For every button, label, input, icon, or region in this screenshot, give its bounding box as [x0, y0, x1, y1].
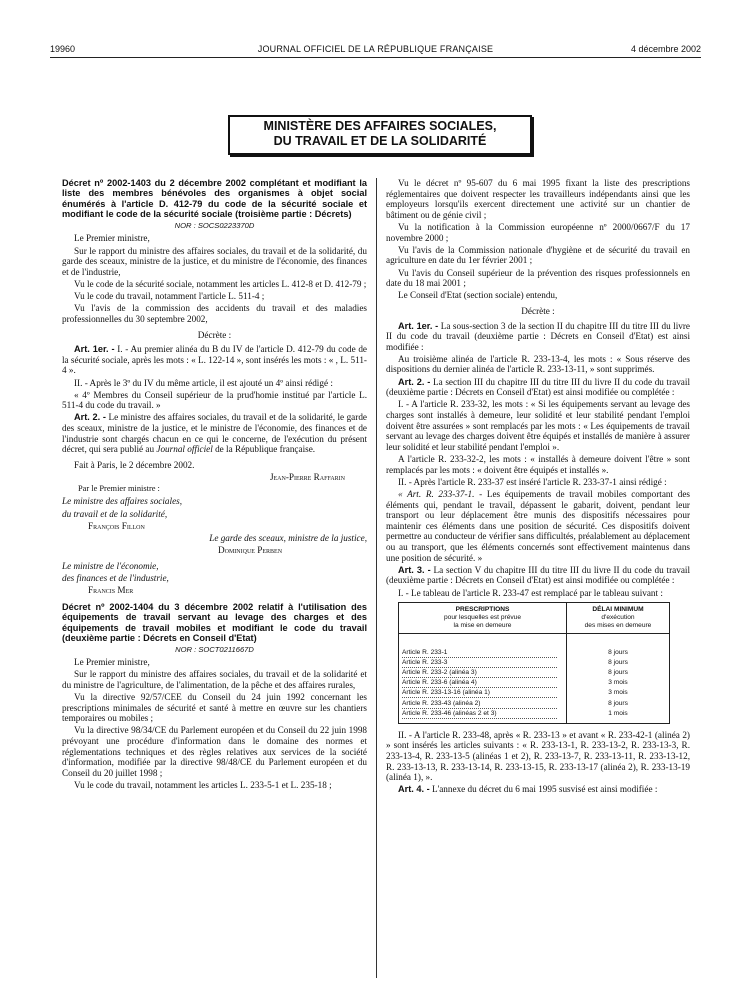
- decree-2-art-1-p2: Au troisième alinéa de l'article R. 233-13-4, les mots : « Sous réserve des dispositions du dernier alinéa de l'article R. 233-13-11, » sont supprimés.: [386, 353, 690, 375]
- decree-1-nor: NOR : SOCS0223370D: [174, 221, 255, 231]
- decree-1-title: Décret nº 2002-1403 du 2 décembre 2002 complétant et modifiant la liste des membres bénévoles des organismes à objet social énumérés à l'article D. 412-79 du code de la sécurité sociale et modifiant le code de la sécurité sociale (troisième partie : Décrets): [62, 178, 367, 220]
- decree-2-art-3-p2: I. - Le tableau de l'article R. 233-47 est remplacé par le tableau suivant :: [398, 587, 663, 598]
- decree-2-art-2: Art. 2. - La section III du chapitre III du titre III du livre II du code du travail (deuxième partie : Décrets en Conseil d'Etat) est ainsi modifiée ou complétée :: [386, 376, 690, 398]
- decree-2-art-2-quote: « Art. R. 233-37-1. - Les équipements de travail mobiles comportant des éléments qui, pendant le travail, dépassent le gabarit, doivent, pendant leur transport ou leur déplacement être munis des dispositifs nécessaires pour maintenir ces éléments dans une position de sécurité. Ces dispositifs doivent permettre au conducteur de vérifier sans difficultés, préalablement au déplacement ou au transport, que les éléments concernés sont effectivement maintenus dans une position de sécurité. »: [386, 488, 690, 563]
- decree-2-art-3: Art. 3. - La section V du chapitre III du titre III du livre II du code du travail (deuxième partie : Décrets en Conseil d'Etat) est ainsi modifiée ou complétée :: [386, 564, 690, 586]
- decree-1-garde: Le garde des sceaux, ministre de la justice,: [209, 532, 367, 543]
- decree-1-art-1-ii: II. - Après le 3º du IV du même article, il est ajouté un 4º ainsi rédigé :: [74, 377, 333, 388]
- delais-table: [398, 602, 670, 724]
- table-row: Article R. 233-2 (alinéa 3) 8 jours: [399, 668, 670, 678]
- header-rule: [50, 57, 701, 58]
- decree-2-para: Vu la directive 98/34/CE du Parlement européen et du Conseil du 22 juin 1998 prévoyant une procédure d'information dans le domaine des normes et réglementations techniques et des règles relatives aux services de la société d'information, modifiée par la directive 98/48/CE du Parlement européen et du Conseil du 20 juillet 1998 ;: [62, 725, 367, 778]
- decree-1-para: Vu l'avis de la commission des accidents du travail et des maladies professionnelles du 30 septembre 2002,: [62, 303, 367, 324]
- ministry-line-2: DU TRAVAIL ET DE LA SOLIDARITÉ: [273, 134, 487, 148]
- decree-2-art-3-p3: II. - A l'article R. 233-48, après « R. 233-13 » et avant « R. 233-42-1 (alinéa 2) » sont insérés les articles suivants : « R. 233-13-1, R. 233-13-2, R. 233-13-3, R. 233-13-4, R. 233-13-5 (alinéas 1 et 2), R. 233-13-7, R. 233-13-11, R. 233-13-12, R. 233-13-13, R. 233-13-14, R. 233-13-15, R. 233-13-17 (alinéa 2), R. 233-13-19 (alinéa 1), ».: [386, 729, 690, 783]
- decree-2-art-2-p4: II. - Après l'article R. 233-37 est inséré l'article R. 233-37-1 ainsi rédigé :: [398, 476, 667, 487]
- decree-1-decrete: Décrète :: [197, 329, 232, 340]
- decree-1-done: Fait à Paris, le 2 décembre 2002.: [74, 459, 195, 470]
- decree-2-para: Vu le code du travail, notamment les articles L. 233-5-1 et L. 235-18 ;: [74, 780, 332, 791]
- decree-2-nor: NOR : SOCT0211667D: [175, 644, 254, 654]
- decree-2-title: Décret nº 2002-1404 du 3 décembre 2002 relatif à l'utilisation des équipements de travail servant au levage des charges et des équipements de travail mobiles et modifiant le code du travail (deuxième partie : Décrets en Conseil d'Etat): [62, 601, 367, 643]
- decree-2-para: Sur le rapport du ministre des affaires sociales, du travail et de la solidarité et du ministre de l'agriculture, de l'alimentation, de la pêche et des affaires rurales,: [62, 669, 367, 690]
- decree-1-garde-name: Dominique Perben: [218, 545, 283, 556]
- decree-2-para: Vu l'avis de la Commission nationale d'hygiène et de sécurité du travail en agriculture en date du 1er février 2001 ;: [386, 244, 690, 266]
- decree-1-para: Vu le code de la sécurité sociale, notamment les articles L. 412-8 et D. 412-79 ;: [74, 278, 367, 289]
- decree-1-min-social-name: François Fillon: [88, 520, 145, 531]
- table-spacer-row: [399, 634, 670, 649]
- decree-1-para: Vu le code du travail, notamment l'article L. 511-4 ;: [74, 291, 265, 302]
- decree-2-para: Vu la directive 92/57/CEE du Conseil du 24 juin 1992 concernant les prescriptions minimales de sécurité et santé à mettre en œuvre sur les chantiers temporaires ou mobiles ;: [62, 692, 367, 724]
- table-row: Article R. 233-46 (alinéas 2 et 3) 1 mois: [399, 709, 670, 724]
- decree-2-para: Le Conseil d'Etat (section sociale) entendu,: [398, 290, 558, 301]
- decree-1-min-social: Le ministre des affaires sociales,: [62, 496, 183, 507]
- column-divider: [376, 178, 377, 978]
- ministry-line-1: MINISTÈRE DES AFFAIRES SOCIALES,: [263, 119, 497, 133]
- table-col-delai: DÉLAI MINIMUM d'exécution des mises en demeure: [567, 603, 670, 634]
- decree-2-art-2-p2: I. - A l'article R. 233-32, les mots : « Si les équipements servant au levage des charges sont installés à demeure, leur solidité et leur stabilité pendant l'emploi doivent être assurées » sont remplacés par les mots : « Les équipements de travail servant au levage des charges doivent être équipés et installés de manière à assurer leur solidité et leur stabilité pendant l'emploi ».: [386, 399, 690, 452]
- running-header: [50, 44, 701, 58]
- right-column: [386, 178, 690, 797]
- decree-1-art-1-quote: « 4º Membres du Conseil supérieur de la prud'homie institué par l'article L. 511-4 du code du travail. »: [62, 389, 367, 411]
- decree-1-min-eco-2: des finances et de l'industrie,: [62, 572, 169, 583]
- decree-2-art-4: Art. 4. - L'annexe du décret du 6 mai 1995 susvisé est ainsi modifiée :: [398, 784, 658, 795]
- decree-2-para: Vu le décret nº 95-607 du 6 mai 1995 fixant la liste des prescriptions réglementaires que doivent respecter les travailleurs indépendants ainsi que les employeurs lorsqu'ils exercent directement une activité sur un chantier de bâtiment ou de génie civil ;: [386, 178, 690, 220]
- table-row: Article R. 233-13-16 (alinéa 1) 3 mois: [399, 688, 670, 698]
- decree-1-art-1: Art. 1er. - I. - Au premier alinéa du B du IV de l'article D. 412-79 du code de la sécurité sociale, après les mots : « L. 122-14 », sont insérés les mots : « , L. 511-4 ».: [62, 344, 367, 376]
- table-row: Article R. 233-6 (alinéa 4) 3 mois: [399, 678, 670, 688]
- issue-date: 4 décembre 2002: [630, 44, 701, 54]
- decree-2-para: Vu la notification à la Commission européenne nº 2000/0667/F du 17 novembre 2000 ;: [386, 221, 690, 243]
- decree-1-art-2: Art. 2. - Le ministre des affaires sociales, du travail et de la solidarité, le garde des sceaux, ministre de la justice, et le ministre de l'économie, des finances et de l'industrie sont chargés chacun en ce qui le concerne, de l'exécution du présent décret, qui sera publié au Journal officiel de la République française.: [62, 412, 367, 455]
- table-row: Article R. 233-43 (alinéa 2) 8 jours: [399, 699, 670, 709]
- decree-1-min-eco-name: Francis Mer: [88, 585, 134, 596]
- table-row: Article R. 233-1 8 jours: [399, 648, 670, 658]
- decree-2-para: Le Premier ministre,: [74, 657, 150, 668]
- table-col-prescriptions: PRESCRIPTIONS pour lesquelles est prévue la mise en demeure: [399, 603, 567, 634]
- table-row: Article R. 233-3 8 jours: [399, 658, 670, 668]
- decree-2-decrete: Décrète :: [521, 305, 555, 316]
- page-number: 19960: [50, 44, 76, 54]
- decree-1-min-eco: Le ministre de l'économie,: [62, 560, 159, 571]
- decree-1-para: Sur le rapport du ministre des affaires sociales, du travail et de la solidarité, du garde des sceaux, ministre de la justice, et du ministre de l'économie, des finances et de l'industrie,: [62, 245, 367, 277]
- decree-1-min-social-2: du travail et de la solidarité,: [62, 508, 168, 519]
- decree-2-para: Vu l'avis du Conseil supérieur de la prévention des risques professionnels en date du 18 mai 2001 ;: [386, 267, 690, 289]
- decree-2-art-1: Art. 1er. - La sous-section 3 de la section II du chapitre III du titre III du livre II du code du travail (deuxième partie : Décrets en Conseil d'Etat) est ainsi modifiée :: [386, 320, 690, 352]
- table-header-row: [399, 603, 670, 634]
- decree-1-by-pm: Par le Premier ministre :: [78, 484, 160, 494]
- decree-1-signatory: Jean-Pierre Raffarin: [269, 472, 345, 483]
- left-column: [62, 178, 367, 792]
- ministry-box: [228, 115, 532, 155]
- decree-2-art-2-p3: A l'article R. 233-32-2, les mots : « installés à demeure doivent l'être » sont remplacés par les mots : « doivent être équipés et installés ».: [386, 454, 690, 475]
- decree-1-para: Le Premier ministre,: [74, 233, 150, 244]
- journal-title: JOURNAL OFFICIEL DE LA RÉPUBLIQUE FRANÇAISE: [257, 44, 494, 54]
